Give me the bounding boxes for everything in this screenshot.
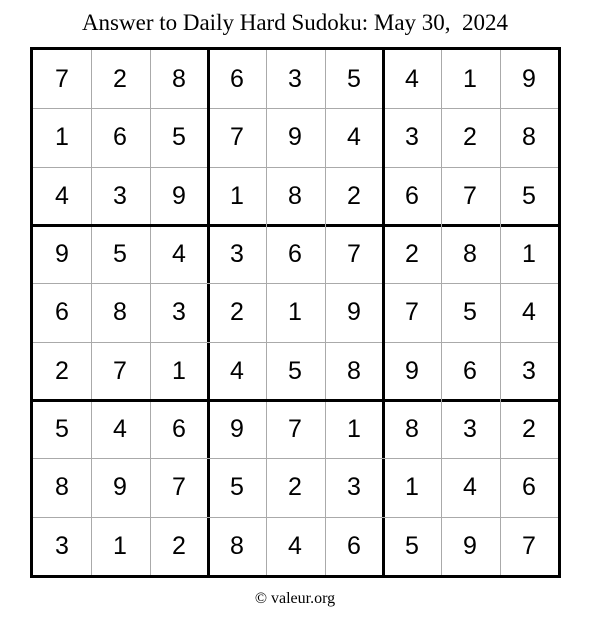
sudoku-cell: 8 [347,356,361,385]
sudoku-cell: 2 [522,414,536,443]
sudoku-cell: 3 [113,181,127,210]
sudoku-cell: 2 [55,356,69,385]
sudoku-cell: 6 [405,181,419,210]
sudoku-cell: 4 [288,531,302,560]
sudoku-cell: 1 [347,414,361,443]
sudoku-cell: 5 [55,414,69,443]
sudoku-cell: 8 [522,122,536,151]
sudoku-cell: 5 [522,181,536,210]
sudoku-cell: 1 [230,181,244,210]
sudoku-cell: 4 [55,181,69,210]
sudoku-cell: 7 [230,122,244,151]
sudoku-cell: 9 [172,181,186,210]
sudoku-cell: 2 [347,181,361,210]
sudoku-cell: 9 [463,531,477,560]
sudoku-cell: 3 [230,239,244,268]
sudoku-cell: 7 [288,414,302,443]
sudoku-cell: 7 [463,181,477,210]
sudoku-cell: 9 [230,414,244,443]
sudoku-cell: 5 [463,297,477,326]
sudoku-cell: 8 [172,64,186,93]
sudoku-cell: 7 [113,356,127,385]
sudoku-cell: 1 [463,64,477,93]
sudoku-cell: 8 [288,181,302,210]
sudoku-cell: 3 [347,472,361,501]
sudoku-cell: 6 [288,239,302,268]
sudoku-cell: 1 [405,472,419,501]
sudoku-cell: 1 [288,297,302,326]
sudoku-cell: 1 [172,356,186,385]
sudoku-cell: 3 [463,414,477,443]
sudoku-cell: 4 [230,356,244,385]
sudoku-cell: 9 [522,64,536,93]
sudoku-cell: 6 [522,472,536,501]
sudoku-cell: 9 [288,122,302,151]
sudoku-cell: 7 [522,531,536,560]
sudoku-cell: 6 [230,64,244,93]
sudoku-cell: 2 [405,239,419,268]
sudoku-cell: 5 [347,64,361,93]
copyright-footer: © valeur.org [254,590,336,607]
sudoku-cell: 6 [172,414,186,443]
sudoku-cell: 8 [463,239,477,268]
sudoku-cell: 7 [347,239,361,268]
sudoku-cell: 5 [230,472,244,501]
sudoku-cell: 3 [405,122,419,151]
sudoku-cell: 4 [172,239,186,268]
sudoku-cell: 7 [172,472,186,501]
sudoku-cell: 1 [522,239,536,268]
sudoku-cell: 8 [405,414,419,443]
sudoku-cell: 4 [522,297,536,326]
sudoku-cell: 6 [463,356,477,385]
sudoku-cell: 2 [463,122,477,151]
sudoku-cell: 3 [172,297,186,326]
sudoku-cell: 9 [55,239,69,268]
sudoku-cell: 9 [405,356,419,385]
sudoku-cell: 2 [172,531,186,560]
sudoku-cell: 4 [113,414,127,443]
sudoku-cell: 1 [55,122,69,151]
sudoku-cell: 7 [405,297,419,326]
sudoku-cell: 2 [113,64,127,93]
sudoku-cell: 8 [113,297,127,326]
sudoku-cell: 1 [113,531,127,560]
sudoku-cell: 5 [288,356,302,385]
sudoku-cell: 9 [347,297,361,326]
sudoku-cell: 6 [113,122,127,151]
sudoku-cell: 6 [55,297,69,326]
sudoku-cell: 3 [288,64,302,93]
sudoku-cell: 8 [55,472,69,501]
sudoku-cell: 4 [463,472,477,501]
sudoku-cell: 9 [113,472,127,501]
sudoku-cell: 6 [347,531,361,560]
sudoku-cell: 4 [347,122,361,151]
sudoku-cell: 5 [172,122,186,151]
sudoku-cell: 7 [55,64,69,93]
sudoku-cell: 2 [230,297,244,326]
sudoku-cell: 2 [288,472,302,501]
sudoku-cell: 8 [230,531,244,560]
sudoku-cell: 3 [55,531,69,560]
sudoku-cell: 5 [405,531,419,560]
sudoku-cell: 5 [113,239,127,268]
sudoku-cell: 3 [522,356,536,385]
sudoku-cell: 4 [405,64,419,93]
sudoku-board [30,47,561,578]
puzzle-title: Answer to Daily Hard Sudoku: May 30, 2024 [81,10,509,35]
